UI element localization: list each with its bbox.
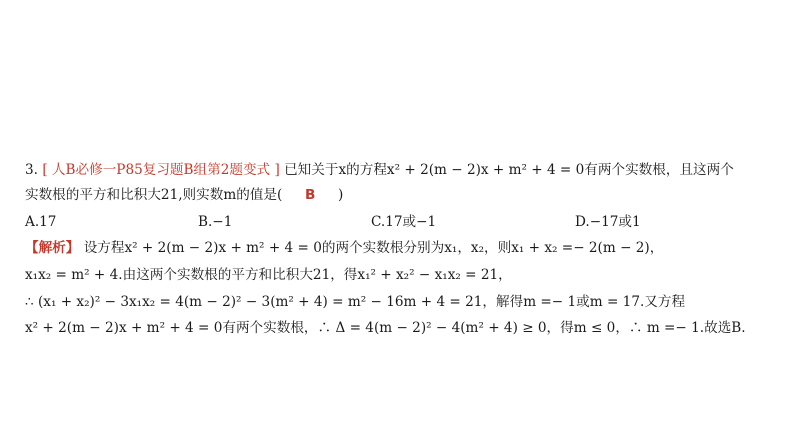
solution-text-2: x₁x₂ = m² + 4.由这两个实数根的平方和比积大21，得x₁² + x₂² − x₁x₂ = 21， [25, 267, 512, 283]
question-number: 3. [25, 162, 38, 178]
question-stem-line-2: 实数根的平方和比积大21,则实数m的值是( [25, 187, 283, 203]
option-b: B.−1 [198, 214, 233, 230]
answer-badge: B [304, 187, 316, 203]
solution-text-3: ∴ (x₁ + x₂)² − 3x₁x₂ = 4(m − 2)² − 3(m² + 4) = m² − 16m + 4 = 21，解得m =− 1或m = 17.又方程 [25, 294, 686, 310]
question-stem-line-1: 已知关于x的方程x² + 2(m − 2)x + m² + 4 = 0有两个实数根，且这两个 [284, 162, 734, 178]
question-line-1 [25, 160, 734, 180]
solution-line-4 [25, 318, 746, 338]
question-line-2 [25, 185, 343, 205]
solution-text-1: 设方程x² + 2(m − 2)x + m² + 4 = 0的两个实数根分别为x₁，x₂，则x₁ + x₂ =− 2(m − 2)， [83, 240, 664, 256]
source-tag: [ 人B必修一P85复习题B组第2题变式 ] [42, 162, 280, 178]
option-a: A.17 [25, 214, 57, 230]
option-c: C.17或−1 [371, 214, 437, 230]
solution-line-2 [25, 265, 512, 285]
solution-label: 【解析】 [25, 240, 80, 256]
solution-text-4: x² + 2(m − 2)x + m² + 4 = 0有两个实数根，∴ Δ = 4(m − 2)² − 4(m² + 4) ≥ 0，得m ≤ 0，∴ m =− 1.故选B. [25, 320, 746, 336]
question-stem-close: ) [338, 187, 344, 203]
option-d: D.−17或1 [575, 214, 641, 230]
solution-line-1 [25, 238, 663, 258]
solution-line-3 [25, 292, 685, 312]
